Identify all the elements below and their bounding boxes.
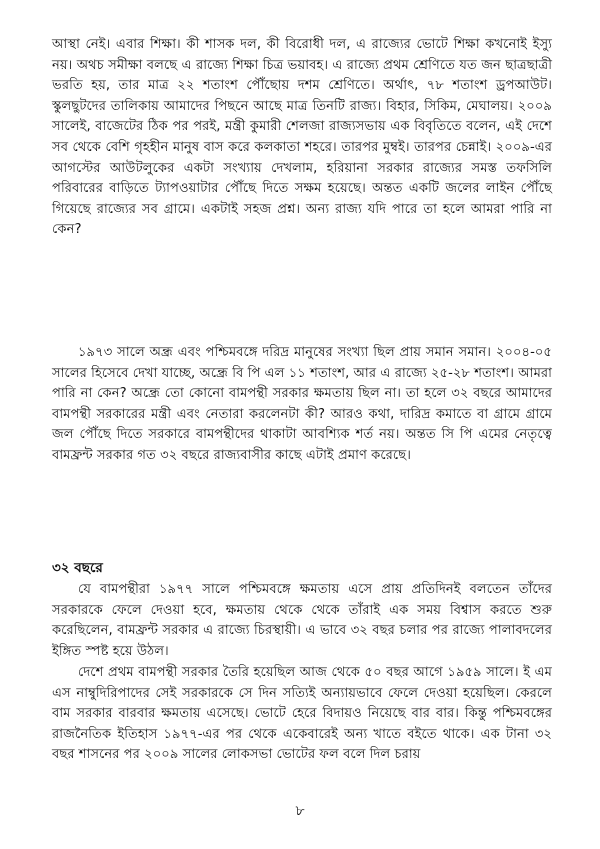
section-heading: ৩২ বছরে — [52, 560, 103, 576]
paragraph-first-left-government: দেশে প্রথম বামপন্থী সরকার তৈরি হয়েছিল আজ থেকে ৫০ বছর আগে ১৯৫৯ সালে। ই এম এস নাম্বুদিরিপাদের সেই সরকারকে সে দিন সত্যিই অন্যায়ভাবে ফেলে দেওয়া হয়েছিল। কেরলে বাম সরকার বারবার ক্ষমতায় এসেছে। ভোটে হেরে বিদায়ও নিয়েছে বার বার। কিন্তু পশ্চিমবঙ্গের রাজনৈতিক ইতিহাস ১৯৭৭-এর পর থেকে একেবারেই অন্য খাতে বইতে থাকে। এক টানা ৩২ বছর শাসনের পর ২০০৯ সালের লোকসভা ভোটের ফল বলে দিল চরায় — [52, 665, 552, 763]
paragraph-left-front-permanence: যে বামপন্থীরা ১৯৭৭ সালে পশ্চিমবঙ্গে ক্ষমতায় এসে প্রায় প্রতিদিনই বলতেন তাঁদের সরকারকে ফেলে দেওয়া হবে, ক্ষমতায় থেকে থেকে তাঁরাই এক সময় বিশ্বাস করতে শুরু করেছিলেন, বামফ্রন্ট সরকার এ রাজ্যে চিরস্থায়ী। এ ভাবে ৩২ বছর চলার পর রাজ্যে পালাবদলের ইঙ্গিত স্পষ্ট হয়ে উঠল। — [52, 582, 552, 659]
paragraph-andhra-comparison: ১৯৭৩ সালে অন্ধ্র এবং পশ্চিমবঙ্গে দরিদ্র মানুষের সংখ্যা ছিল প্রায় সমান সমান। ২০০৪-০৫ সালের হিসেবে দেখা যাচ্ছে, অন্ধ্রে বি পি এল ১১ শতাংশ, আর এ রাজ্যে ২৫-২৮ শতাংশ। আমরা পারি না কেন? অন্ধ্রে তো কোনো বামপন্থী সরকার ক্ষমতায় ছিল না। তা হলে ৩২ বছরে আমাদের বামপন্থী সরকারের মন্ত্রী এবং নেতারা করলেনটা কী? আরও কথা, দারিদ্র কমাতে বা গ্রামে গ্রামে জল পৌঁছে দিতে সরকারে বামপন্থীদের থাকাটা আবশ্যিক শর্ত নয়। অন্তত সি পি এমের নেতৃত্বে বামফ্রন্ট সরকার গত ৩২ বছরে রাজ্যবাসীর কাছে এটাই প্রমাণ করেছে। — [52, 345, 552, 463]
paragraph-education-statistics: আস্থা নেই। এবার শিক্ষা। কী শাসক দল, কী বিরোধী দল, এ রাজ্যের ভোটে শিক্ষা কখনোই ইস্যু নয়। অথচ সমীক্ষা বলছে এ রাজ্যে শিক্ষা চিত্র ভয়াবহ। এ রাজ্যে প্রথম শ্রেণিতে যত জন ছাত্রছাত্রী ভরতি হয়, তার মাত্র ২২ শতাংশ পৌঁছোয় দশম শ্রেণিতে। অর্থাৎ, ৭৮ শতাংশ ড্রপআউট। স্কুলছুটদের তালিকায় আমাদের পিছনে আছে মাত্র তিনটি রাজ্য। বিহার, সিকিম, মেঘালয়। ২০০৯ সালেই, বাজেটের ঠিক পর পরই, মন্ত্রী কুমারী শেলজা রাজ্যসভায় এক বিবৃতিতে বলেন, এই দেশে সব থেকে বেশি গৃহহীন মানুষ বাস করে কলকাতা শহরে। তারপর মুম্বই। তারপর চেন্নাই। ২০০৯-এর আগস্টের আউটলুকের একটা সংখ্যায় দেখলাম, হরিয়ানা সরকার রাজ্যের সমস্ত তফসিলি পরিবারের বাড়িতে ট্যাপওয়াটার পৌঁছে দিতে সক্ষম হয়েছে। অন্তত একটি জলের লাইন পৌঁছে গিয়েছে রাজ্যের সব গ্রামে। একটাই সহজ প্রশ্ন। অন্য রাজ্য যদি পারে তা হলে আমরা পারি না কেন? — [52, 37, 552, 238]
page-number: ৮ — [295, 803, 305, 819]
